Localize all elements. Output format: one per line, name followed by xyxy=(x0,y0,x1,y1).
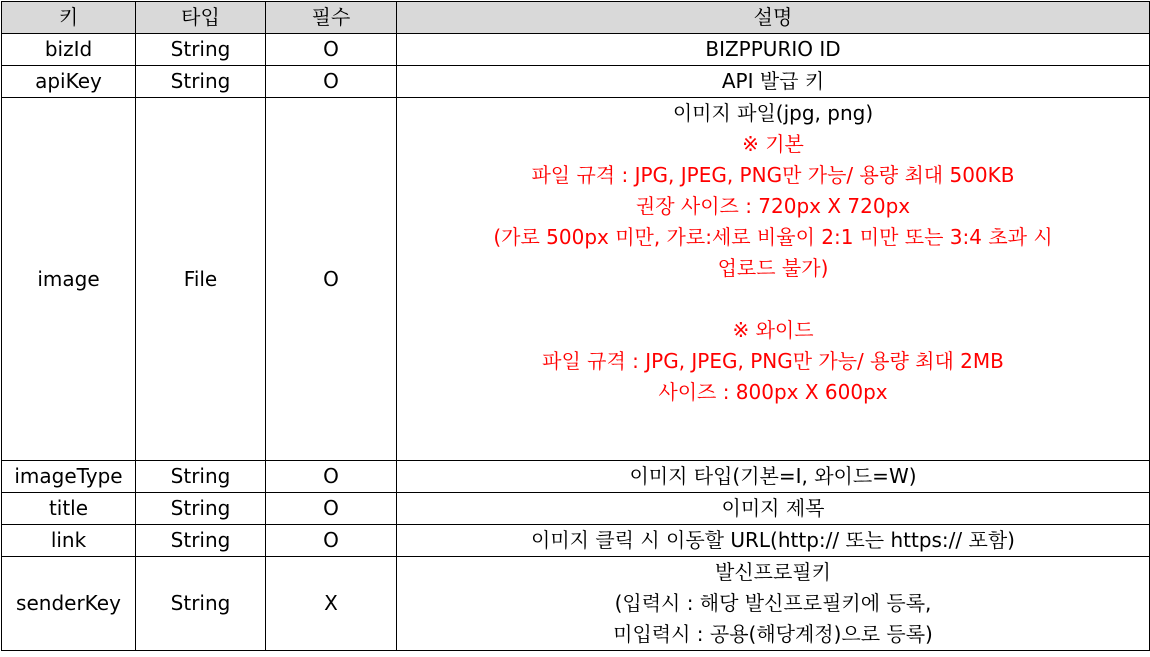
table-row xyxy=(2,98,1150,461)
description-line: 파일 규격 : JPG, JPEG, PNG만 가능/ 용량 최대 2MB xyxy=(542,349,1004,373)
description-line: 사이즈 : 800px X 600px xyxy=(658,380,888,404)
row-key: imageType xyxy=(2,461,136,493)
description-line: 이미지 클릭 시 이동할 URL(http:// 또는 https:// 포함) xyxy=(531,528,1015,552)
row-key: link xyxy=(2,525,136,557)
row-type: String xyxy=(136,493,266,525)
row-key: bizId xyxy=(2,34,136,66)
row-description xyxy=(397,525,1150,557)
description-line: 발신프로필키 xyxy=(715,560,831,584)
table-row xyxy=(2,461,1150,493)
parameter-table xyxy=(1,1,1150,651)
row-key: apiKey xyxy=(2,66,136,98)
row-type: File xyxy=(136,98,266,461)
description-line: 파일 규격 : JPG, JPEG, PNG만 가능/ 용량 최대 500KB xyxy=(531,163,1015,187)
description-line: 권장 사이즈 : 720px X 720px xyxy=(635,194,911,218)
row-type: String xyxy=(136,461,266,493)
row-key: senderKey xyxy=(2,557,136,651)
row-description xyxy=(397,98,1150,461)
row-type: String xyxy=(136,557,266,651)
description-line: (가로 500px 미만, 가로:세로 비율이 2:1 미만 또는 3:4 초과 시 xyxy=(493,225,1053,249)
row-type: String xyxy=(136,525,266,557)
row-required: O xyxy=(266,66,397,98)
row-key: title xyxy=(2,493,136,525)
header-row xyxy=(2,2,1150,34)
header-description: 설명 xyxy=(397,2,1150,34)
row-required: O xyxy=(266,98,397,461)
row-description xyxy=(397,557,1150,651)
row-description xyxy=(397,34,1150,66)
row-key: image xyxy=(2,98,136,461)
description-line xyxy=(397,284,1149,315)
description-line: ※ 와이드 xyxy=(732,318,814,342)
table-row xyxy=(2,66,1150,98)
description-line: 이미지 파일(jpg, png) xyxy=(672,101,874,125)
description-line: 이미지 제목 xyxy=(721,496,825,520)
row-required: O xyxy=(266,34,397,66)
header-type: 타입 xyxy=(136,2,266,34)
row-description xyxy=(397,461,1150,493)
description-line: API 발급 키 xyxy=(721,69,825,93)
row-type: String xyxy=(136,66,266,98)
description-line: ※ 기본 xyxy=(742,132,804,156)
header-key: 키 xyxy=(2,2,136,34)
row-type: String xyxy=(136,34,266,66)
description-line: 업로드 불가) xyxy=(717,256,829,280)
table-row xyxy=(2,34,1150,66)
table-row xyxy=(2,525,1150,557)
description-line: 이미지 타입(기본=I, 와이드=W) xyxy=(629,464,917,488)
description-line: 미입력시 : 공용(해당계정)으로 등록) xyxy=(613,622,933,646)
description-line: (입력시 : 해당 발신프로필키에 등록, xyxy=(614,591,932,615)
row-required: O xyxy=(266,493,397,525)
description-line: BIZPPURIO ID xyxy=(705,37,841,61)
row-required: O xyxy=(266,461,397,493)
row-required: O xyxy=(266,525,397,557)
row-description xyxy=(397,66,1150,98)
header-required: 필수 xyxy=(266,2,397,34)
row-description xyxy=(397,493,1150,525)
table-row xyxy=(2,557,1150,651)
table-row xyxy=(2,493,1150,525)
row-required: X xyxy=(266,557,397,651)
